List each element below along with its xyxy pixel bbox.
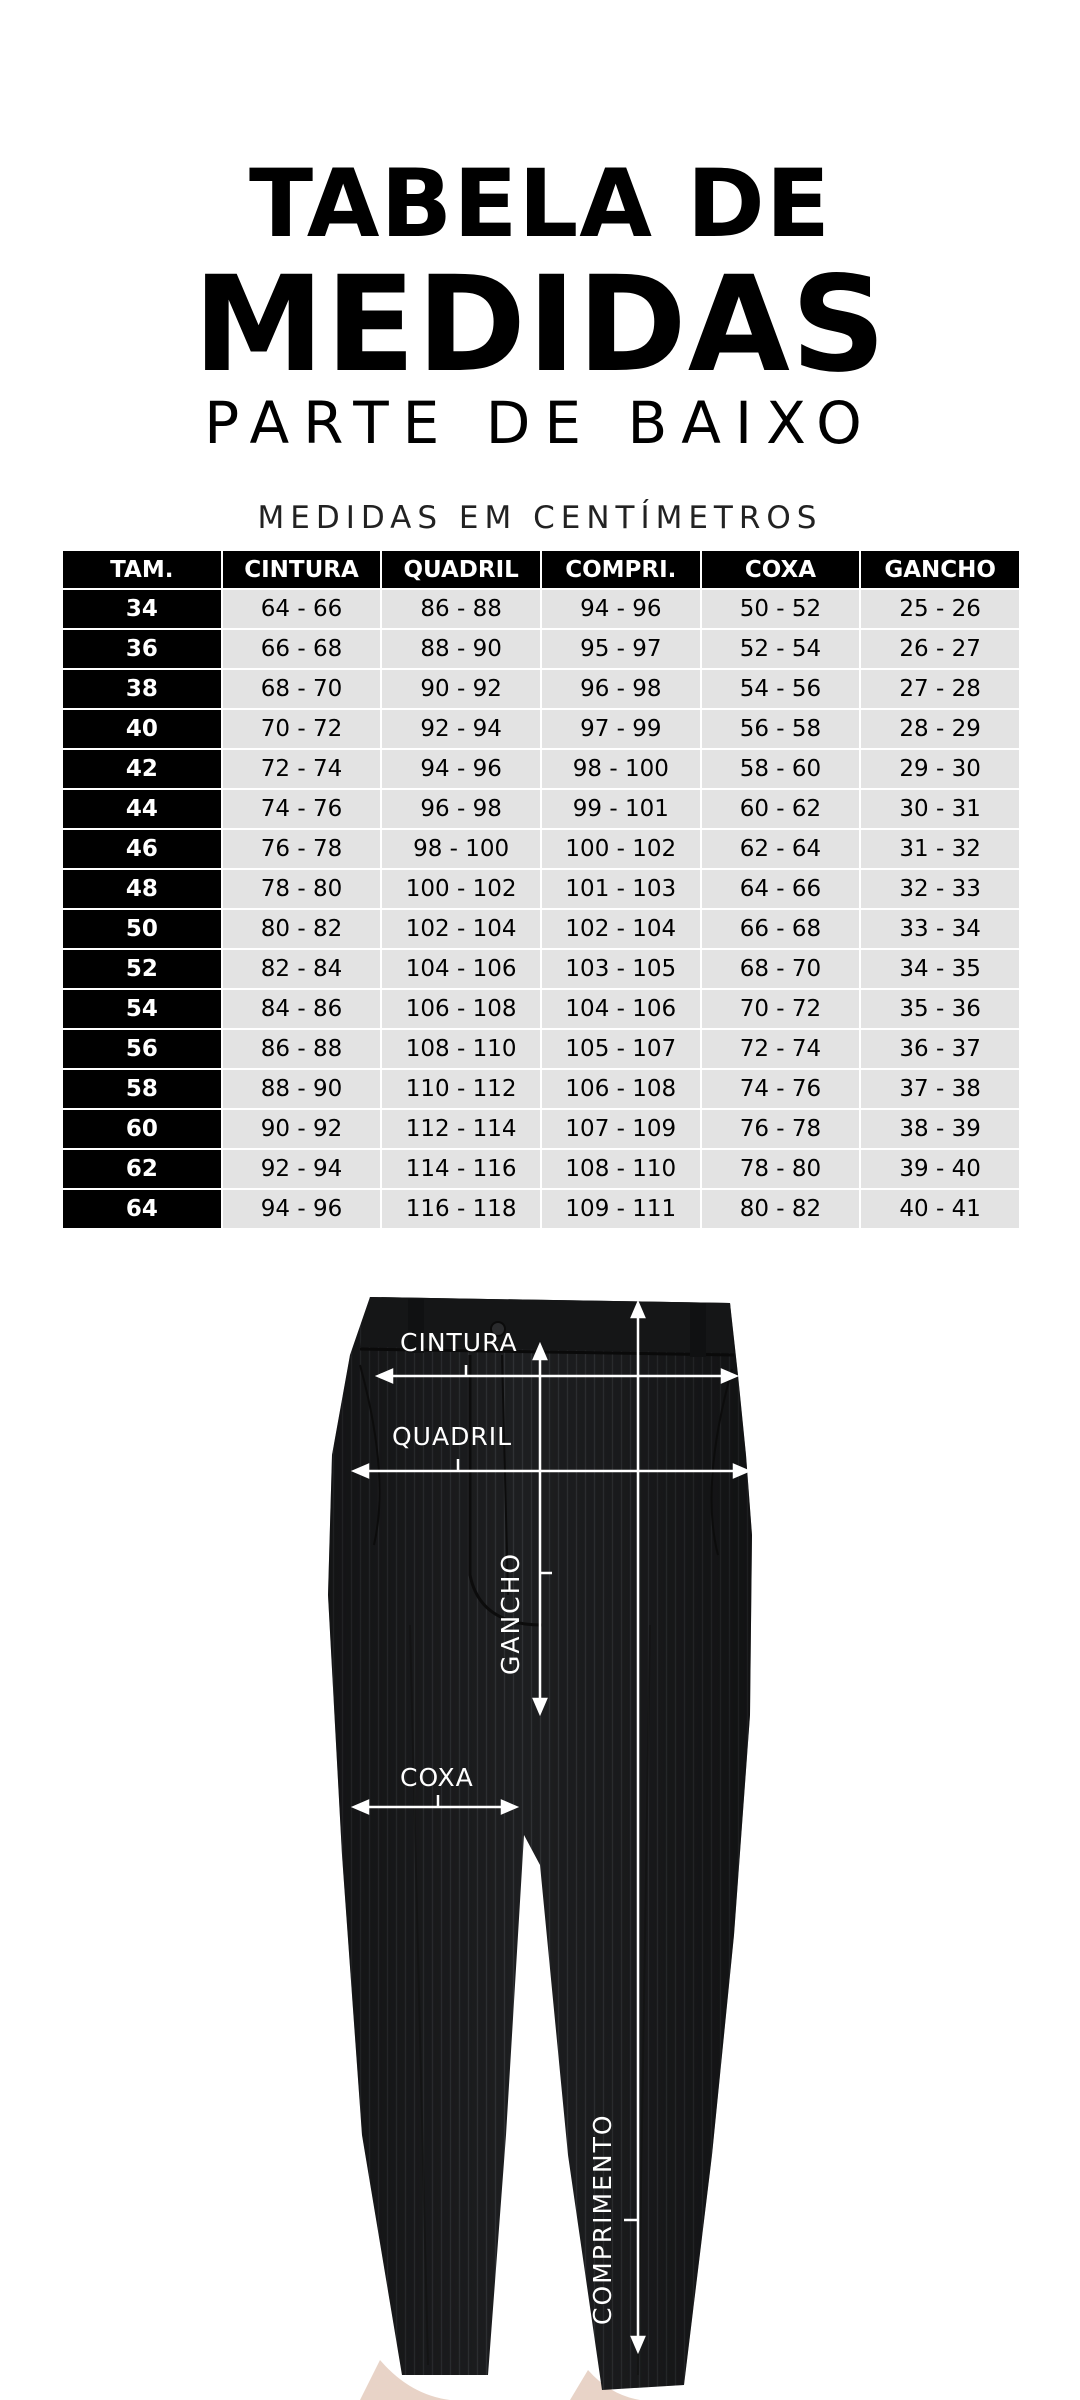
table-row <box>63 910 1019 948</box>
measure-cell: 72 - 74 <box>702 1030 860 1068</box>
size-cell: 58 <box>63 1070 221 1108</box>
size-cell: 46 <box>63 830 221 868</box>
measure-cell: 39 - 40 <box>861 1150 1019 1188</box>
table-row <box>63 750 1019 788</box>
measure-cell: 37 - 38 <box>861 1070 1019 1108</box>
measure-cell: 109 - 111 <box>542 1190 700 1228</box>
measure-cell: 96 - 98 <box>382 790 540 828</box>
table-header-row <box>63 551 1019 588</box>
measure-cell: 97 - 99 <box>542 710 700 748</box>
table-row <box>63 1190 1019 1228</box>
measure-cell: 86 - 88 <box>223 1030 381 1068</box>
measure-cell: 80 - 82 <box>223 910 381 948</box>
header-coxa: COXA <box>702 551 860 588</box>
measure-cell: 70 - 72 <box>702 990 860 1028</box>
measure-cell: 84 - 86 <box>223 990 381 1028</box>
size-cell: 56 <box>63 1030 221 1068</box>
measure-cell: 82 - 84 <box>223 950 381 988</box>
pants-photo <box>320 1295 760 2400</box>
size-cell: 40 <box>63 710 221 748</box>
size-cell: 62 <box>63 1150 221 1188</box>
measure-cell: 40 - 41 <box>861 1190 1019 1228</box>
measure-cell: 94 - 96 <box>223 1190 381 1228</box>
size-cell: 54 <box>63 990 221 1028</box>
units-label: MEDIDAS EM CENTÍMETROS <box>257 500 823 536</box>
measure-cell: 112 - 114 <box>382 1110 540 1148</box>
measure-cell: 94 - 96 <box>382 750 540 788</box>
measure-cell: 108 - 110 <box>382 1030 540 1068</box>
measure-cell: 98 - 100 <box>542 750 700 788</box>
measure-cell: 38 - 39 <box>861 1110 1019 1148</box>
size-cell: 36 <box>63 630 221 668</box>
table-row <box>63 1030 1019 1068</box>
measure-cell: 95 - 97 <box>542 630 700 668</box>
gancho-label: GANCHO <box>496 1551 525 1675</box>
measure-cell: 103 - 105 <box>542 950 700 988</box>
measure-cell: 74 - 76 <box>702 1070 860 1108</box>
measure-cell: 70 - 72 <box>223 710 381 748</box>
measure-cell: 104 - 106 <box>542 990 700 1028</box>
title-subtitle: PARTE DE BAIXO <box>204 389 876 457</box>
measure-cell: 68 - 70 <box>223 670 381 708</box>
table-row <box>63 670 1019 708</box>
size-table <box>61 549 1021 1230</box>
measure-cell: 102 - 104 <box>542 910 700 948</box>
measure-cell: 30 - 31 <box>861 790 1019 828</box>
header-tam: TAM. <box>63 551 221 588</box>
header-cintura: CINTURA <box>223 551 381 588</box>
measure-cell: 36 - 37 <box>861 1030 1019 1068</box>
size-cell: 42 <box>63 750 221 788</box>
measure-cell: 90 - 92 <box>382 670 540 708</box>
table-row <box>63 950 1019 988</box>
measure-cell: 88 - 90 <box>382 630 540 668</box>
measure-cell: 58 - 60 <box>702 750 860 788</box>
table-row <box>63 710 1019 748</box>
measure-cell: 104 - 106 <box>382 950 540 988</box>
size-cell: 64 <box>63 1190 221 1228</box>
table-row <box>63 1150 1019 1188</box>
table-row <box>63 870 1019 908</box>
measure-cell: 107 - 109 <box>542 1110 700 1148</box>
measure-cell: 64 - 66 <box>702 870 860 908</box>
measure-cell: 56 - 58 <box>702 710 860 748</box>
measure-cell: 88 - 90 <box>223 1070 381 1108</box>
measure-cell: 34 - 35 <box>861 950 1019 988</box>
table-row <box>63 1110 1019 1148</box>
measure-cell: 76 - 78 <box>702 1110 860 1148</box>
measure-cell: 114 - 116 <box>382 1150 540 1188</box>
measure-cell: 66 - 68 <box>702 910 860 948</box>
measure-cell: 86 - 88 <box>382 590 540 628</box>
measure-cell: 102 - 104 <box>382 910 540 948</box>
table-row <box>63 830 1019 868</box>
measure-cell: 52 - 54 <box>702 630 860 668</box>
measure-cell: 116 - 118 <box>382 1190 540 1228</box>
measure-cell: 26 - 27 <box>861 630 1019 668</box>
measure-cell: 72 - 74 <box>223 750 381 788</box>
measure-cell: 106 - 108 <box>382 990 540 1028</box>
measure-cell: 33 - 34 <box>861 910 1019 948</box>
size-cell: 34 <box>63 590 221 628</box>
size-cell: 50 <box>63 910 221 948</box>
measure-cell: 50 - 52 <box>702 590 860 628</box>
measure-cell: 29 - 30 <box>861 750 1019 788</box>
size-cell: 38 <box>63 670 221 708</box>
size-cell: 44 <box>63 790 221 828</box>
measure-cell: 27 - 28 <box>861 670 1019 708</box>
table-row <box>63 990 1019 1028</box>
table-body <box>63 590 1019 1228</box>
table-row <box>63 590 1019 628</box>
measure-cell: 99 - 101 <box>542 790 700 828</box>
measure-cell: 100 - 102 <box>542 830 700 868</box>
table-row <box>63 630 1019 668</box>
header-gancho: GANCHO <box>861 551 1019 588</box>
measure-cell: 100 - 102 <box>382 870 540 908</box>
measure-cell: 76 - 78 <box>223 830 381 868</box>
size-cell: 48 <box>63 870 221 908</box>
measure-cell: 80 - 82 <box>702 1190 860 1228</box>
measure-cell: 90 - 92 <box>223 1110 381 1148</box>
measure-cell: 66 - 68 <box>223 630 381 668</box>
cintura-label: CINTURA <box>400 1328 518 1357</box>
title-line-1: TABELA DE <box>248 150 832 259</box>
measure-cell: 98 - 100 <box>382 830 540 868</box>
title-line-2: MEDIDAS <box>192 248 887 402</box>
measure-cell: 68 - 70 <box>702 950 860 988</box>
measure-cell: 31 - 32 <box>861 830 1019 868</box>
measure-cell: 28 - 29 <box>861 710 1019 748</box>
measure-cell: 105 - 107 <box>542 1030 700 1068</box>
size-cell: 52 <box>63 950 221 988</box>
measure-cell: 74 - 76 <box>223 790 381 828</box>
measure-cell: 110 - 112 <box>382 1070 540 1108</box>
measure-cell: 94 - 96 <box>542 590 700 628</box>
comprimento-label: COMPRIMENTO <box>588 2113 617 2325</box>
measure-cell: 78 - 80 <box>223 870 381 908</box>
table-row <box>63 790 1019 828</box>
header-quadril: QUADRIL <box>382 551 540 588</box>
quadril-label: QUADRIL <box>392 1422 513 1451</box>
measure-cell: 64 - 66 <box>223 590 381 628</box>
measure-cell: 96 - 98 <box>542 670 700 708</box>
measure-cell: 60 - 62 <box>702 790 860 828</box>
coxa-label: COXA <box>400 1763 474 1792</box>
measure-cell: 108 - 110 <box>542 1150 700 1188</box>
measure-cell: 92 - 94 <box>223 1150 381 1188</box>
table-row <box>63 1070 1019 1108</box>
size-cell: 60 <box>63 1110 221 1148</box>
measure-cell: 62 - 64 <box>702 830 860 868</box>
measure-cell: 101 - 103 <box>542 870 700 908</box>
measure-cell: 78 - 80 <box>702 1150 860 1188</box>
measure-cell: 92 - 94 <box>382 710 540 748</box>
measure-cell: 25 - 26 <box>861 590 1019 628</box>
measure-cell: 54 - 56 <box>702 670 860 708</box>
measure-cell: 106 - 108 <box>542 1070 700 1108</box>
header-compri: COMPRI. <box>542 551 700 588</box>
measure-cell: 35 - 36 <box>861 990 1019 1028</box>
measure-cell: 32 - 33 <box>861 870 1019 908</box>
